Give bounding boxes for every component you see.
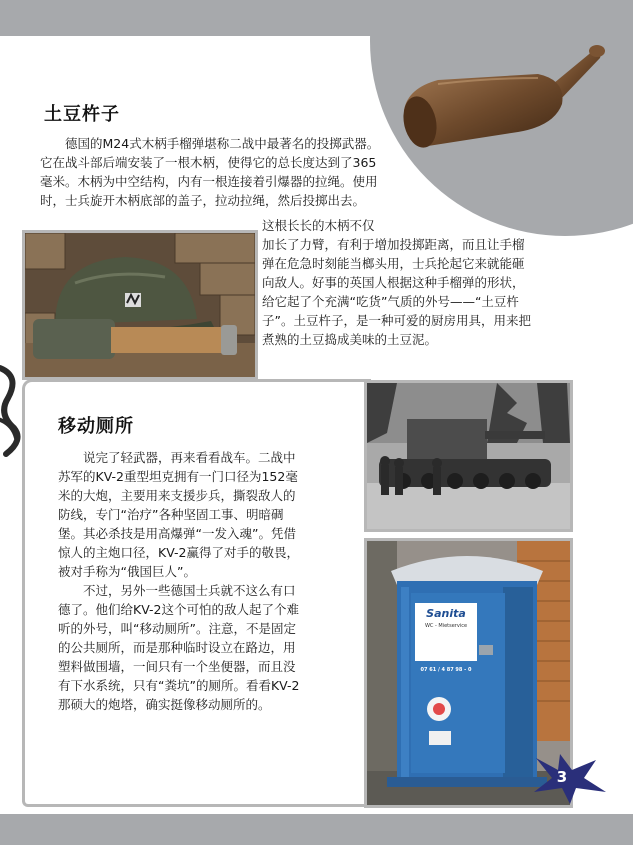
page-number: 3 xyxy=(556,768,568,786)
section-title-potato-masher: 土豆杵子 xyxy=(44,104,120,125)
section2-paragraph-2: 不过，另外一些德国士兵就不这么有口德了。他们给KV-2这个可怕的敌人起了个难听的外号，叫“移动厕所”。注意，不是固定的公共厕所，而是那种临时设立在路边，用塑料做围墙，一间只有一个坐便器，而且没有下水系统，只有“粪坑”的厕所。看看KV-2那硕大的炮塔，确实挺像移动厕所的。 xyxy=(58,583,300,712)
kv2-tank-photo xyxy=(364,380,573,532)
toilet-sign-phone: 07 61 / 4 87 98 - 0 xyxy=(420,667,472,673)
potato-masher-icon xyxy=(398,36,608,168)
section2-paragraph-1: 说完了轻武器，再来看看战车。二战中苏军的KV-2重型坦克拥有一门口径为152毫米的大炮，主要用来支援步兵，撕裂敌人的防线，专门“治疗”各种坚固工事、明暗碉堡。其必杀技是用高爆弹“一发入魂”。凭借惊人的主炮口径，KV-2赢得了对手的敬畏，被对手称为“俄国巨人”。 xyxy=(58,450,299,579)
toilet-sign-brand: Sanita xyxy=(426,607,466,620)
section1-paragraph-1: 德国的M24式木柄手榴弹堪称二战中最著名的投掷武器。它在战斗部后端安装了一根木柄，使得它的总长度达到了365毫米。木柄为中空结构，内有一根连接着引爆器的拉绳。使用时，士兵旋开木柄底部的盖子，拉动拉绳，然后投掷出去。 xyxy=(40,136,380,208)
helmet-grenade-photo xyxy=(22,230,258,380)
toilet-sign-service: WC - Mietservice xyxy=(424,623,468,629)
section1-paragraph-2-head: 这根长长的木柄不仅 xyxy=(262,218,375,233)
section-title-mobile-toilet: 移动厕所 xyxy=(58,416,134,437)
magazine-page xyxy=(0,36,633,814)
section1-paragraph-2-body: 加长了力臂，有利于增加投掷距离，而且让手榴弹在危急时刻能当榔头用，士兵抡起它来就能砸向敌人。好事的英国人根据这种手榴弹的形状，给它起了个充满“吃货”气质的外号——“土豆杵子”。土豆杵子，是一种可爱的厨房用具，用来把煮熟的土豆捣成美味的土豆泥。 xyxy=(262,237,531,347)
